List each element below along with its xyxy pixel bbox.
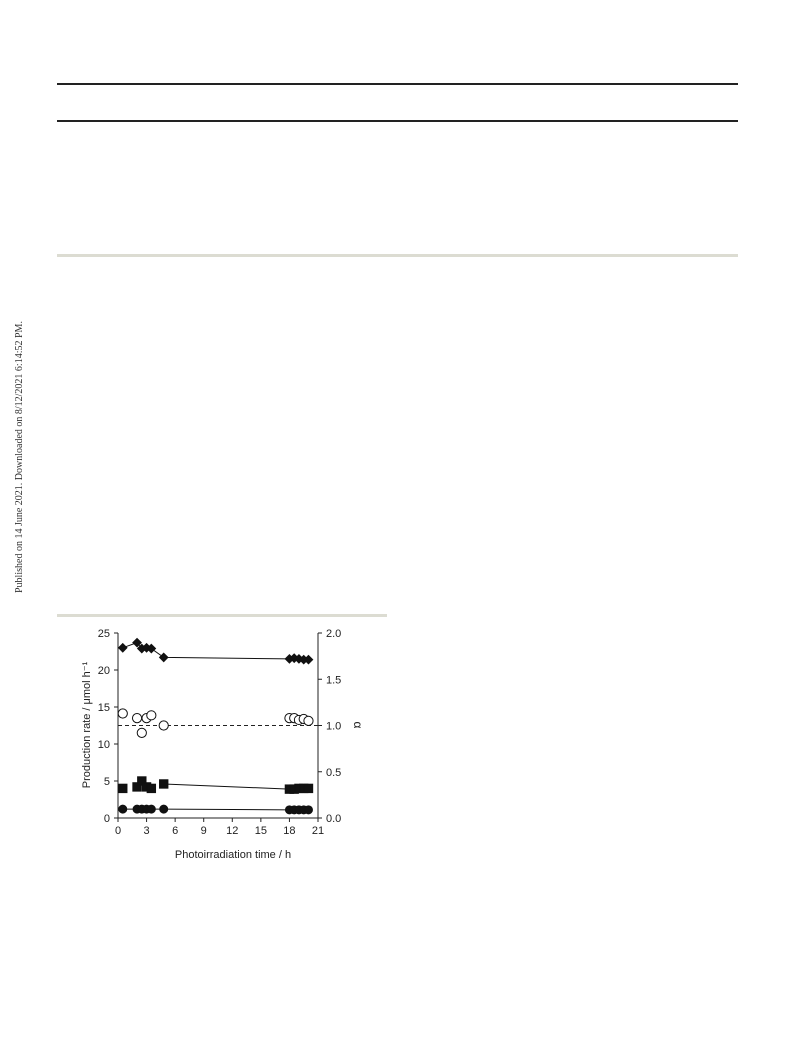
- x-tick-label: 18: [283, 825, 296, 837]
- series-0-diamond-point: [119, 644, 127, 652]
- y2-tick-label: 1.0: [326, 720, 342, 733]
- y2-tick-label: 1.5: [326, 674, 342, 687]
- y-tick-label: 25: [97, 628, 110, 640]
- x-tick-label: 15: [254, 825, 267, 837]
- series-1-circle-point: [159, 721, 168, 730]
- series-2-square-point: [147, 784, 155, 792]
- production-rate-chart: [70, 622, 370, 867]
- x-tick-label: 21: [311, 825, 325, 837]
- x-tick-label: 0: [114, 825, 122, 837]
- y-tick-label: 5: [103, 776, 110, 788]
- series-2-square-point: [119, 784, 127, 792]
- series-1-circle-point: [118, 709, 127, 718]
- series-2-line: [164, 784, 290, 789]
- x-tick-label: 3: [143, 825, 150, 837]
- x-tick-label: 9: [200, 825, 207, 837]
- y2-tick-label: 0.5: [326, 766, 342, 779]
- series-3-circle-point: [147, 805, 155, 813]
- table-header-rule: [57, 120, 738, 122]
- y2-axis-label: α: [351, 721, 365, 729]
- series-1-circle-point: [137, 728, 146, 737]
- series-3-circle-point: [160, 805, 168, 813]
- y-tick-label: 0: [103, 813, 110, 825]
- x-tick-label: 6: [172, 825, 179, 837]
- y2-tick-label: 2.0: [326, 628, 342, 640]
- x-axis-label: Photoirradiation time / h: [174, 849, 292, 861]
- series-1-circle-point: [132, 714, 141, 723]
- series-1-circle-point: [304, 716, 313, 725]
- y-tick-label: 20: [97, 665, 110, 677]
- series-3-circle-point: [304, 806, 312, 814]
- series-2-square-point: [160, 780, 168, 788]
- figure-divider: [57, 614, 387, 617]
- y2-tick-label: 0.0: [326, 813, 342, 825]
- data-points: [118, 638, 313, 813]
- series-2-square-point: [304, 784, 312, 792]
- y-tick-label: 15: [97, 702, 110, 714]
- y-axis-label: Production rate / μmol h⁻¹: [81, 661, 93, 789]
- series-3-circle-point: [119, 805, 127, 813]
- x-tick-label: 12: [226, 825, 239, 837]
- table-top-rule: [57, 83, 738, 85]
- publication-note: Published on 14 June 2021. Downloaded on 8/12/2021 6:14:52 PM.: [14, 321, 25, 593]
- section-divider: [57, 254, 738, 257]
- series-1-circle-point: [147, 711, 156, 720]
- y-tick-label: 10: [97, 739, 110, 751]
- series-0-diamond-point: [160, 653, 168, 661]
